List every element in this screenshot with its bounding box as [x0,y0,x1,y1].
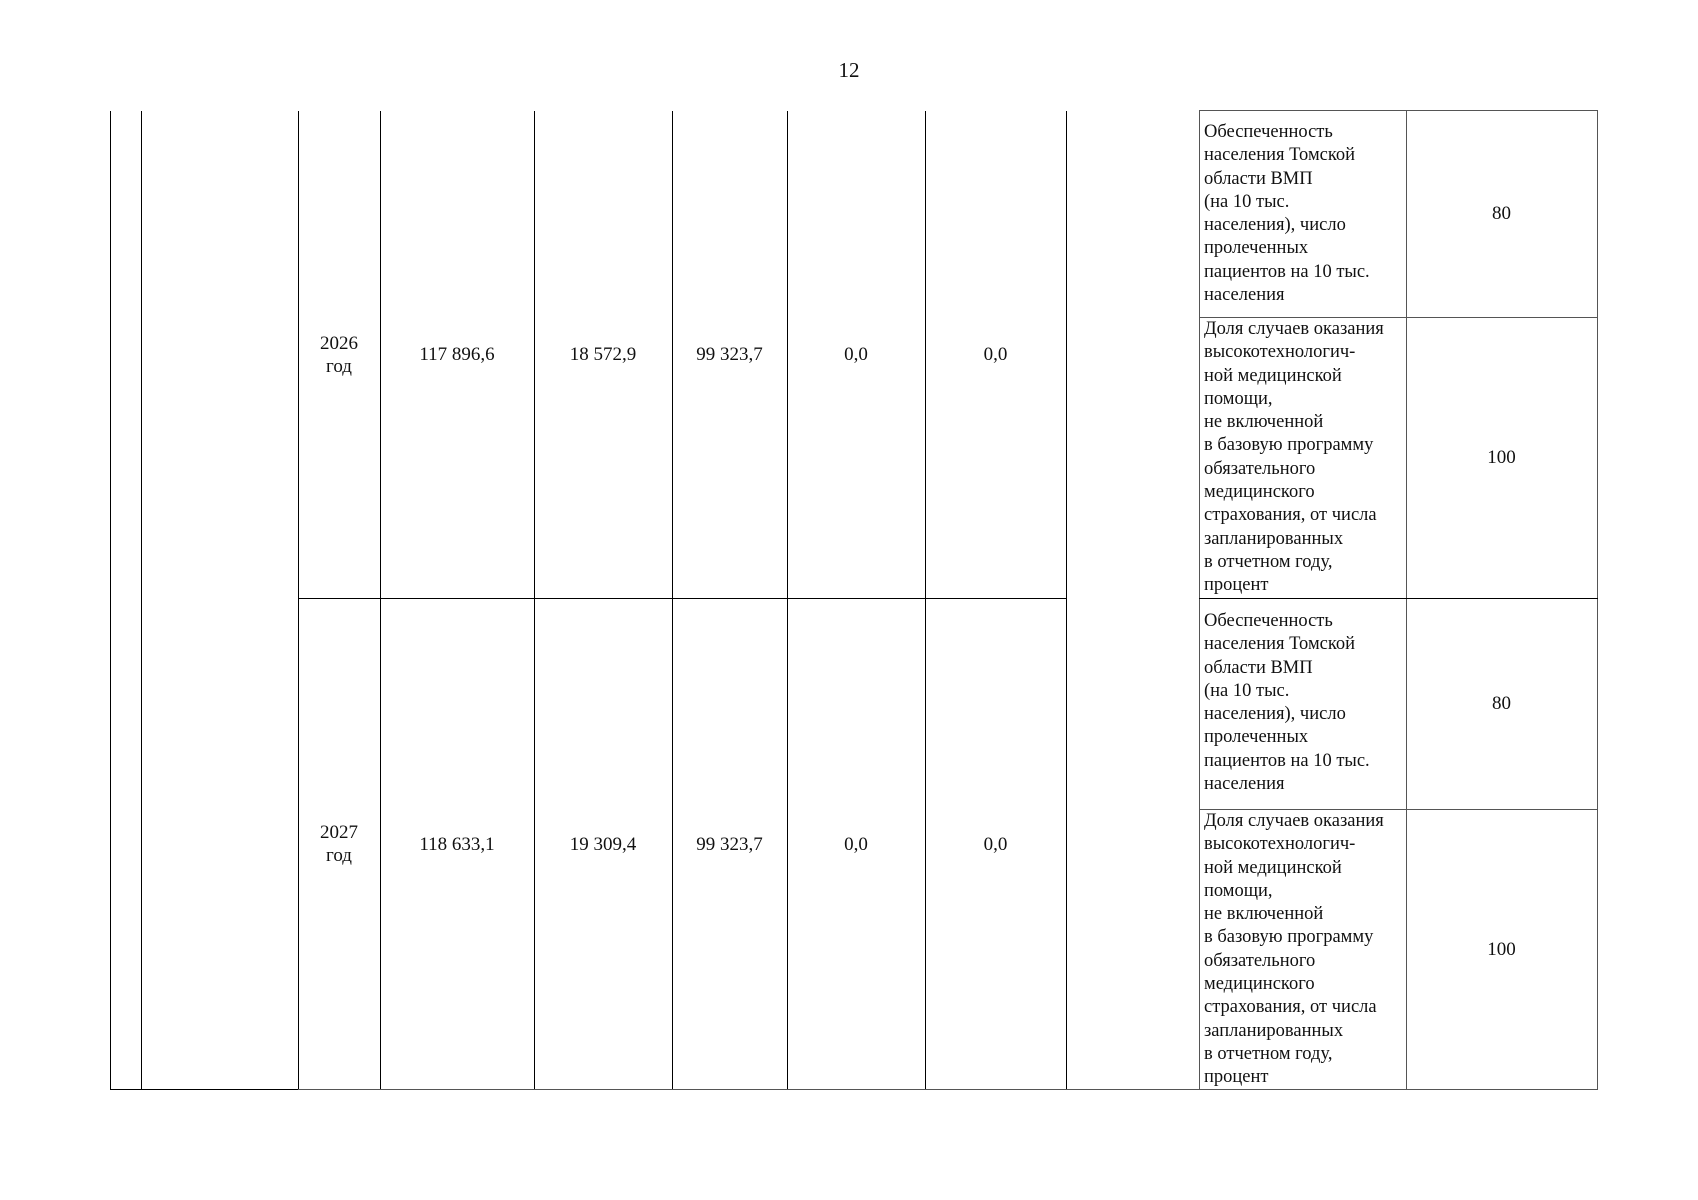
amount-cell: 19 309,4 [569,833,637,855]
amount-cell: 99 323,7 [696,833,763,855]
amount-cell: 0,0 [844,833,868,855]
indicator-value: 80 [1492,203,1511,224]
year-unit: год [326,355,352,377]
amount-cell: 0,0 [983,833,1008,855]
total-cell: 117 896,6 [419,344,495,365]
table-border-right [1597,111,1598,1090]
table-divider [1066,111,1067,1090]
amount-cell: 18 572,9 [569,344,637,365]
amount-cell: 99 323,7 [696,344,763,365]
amount-cell: 0,0 [983,344,1008,365]
indicator-name: Доля случаев оказания высокотехнологич- ной медицинской помощи, не включенной в базовую программу обязательного медицинского страхования, от числа запланированных в отчетном году, процент [1204,319,1384,596]
table-border-left [110,111,111,1090]
table-divider [1199,111,1200,1090]
page-number: 12 [838,58,860,82]
table-bottom-border [110,1089,299,1090]
indicator-value: 100 [1487,938,1516,960]
year-cell [298,111,380,598]
indicator-name: Доля случаев оказания высокотехнологич- ной медицинской помощи, не включенной в базовую программу обязательного медицинского страхования, от числа запланированных в отчетном году, процент [1204,811,1384,1088]
indicator-name: Обеспеченность населения Томской области ВМП (на 10 тыс. населения), число пролеченных пациентов на 10 тыс. населения [1204,122,1370,306]
indicator-name: Обеспеченность населения Томской области ВМП (на 10 тыс. населения), число пролеченных пациентов на 10 тыс. населения [1204,611,1370,795]
year-unit: год [326,845,352,866]
total-cell: 118 633,1 [419,833,495,855]
year-cell [298,599,380,1089]
table-divider [141,111,142,1090]
indicator-value: 80 [1492,693,1511,714]
indicator-value: 100 [1487,446,1516,468]
amount-cell: 0,0 [844,344,868,365]
year-value: 2026 [320,332,358,354]
year-value: 2027 [320,822,358,843]
